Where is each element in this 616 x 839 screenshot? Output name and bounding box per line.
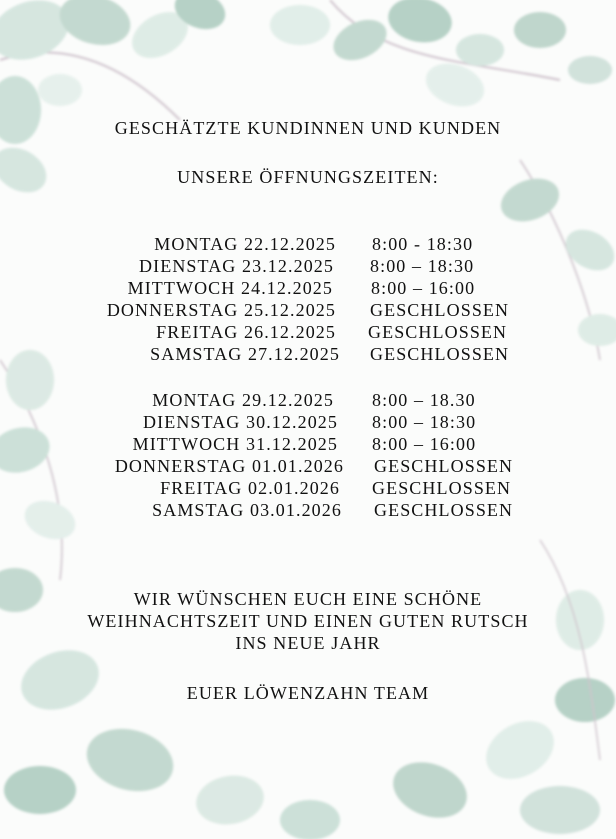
schedule-day: MONTAG 29.12.2025 bbox=[152, 390, 334, 410]
schedule-day: DIENSTAG 30.12.2025 bbox=[143, 412, 338, 432]
schedule-hours: GESCHLOSSEN bbox=[374, 456, 514, 476]
schedule-hours: 8:00 – 16:00 bbox=[372, 434, 477, 454]
schedule-hours: GESCHLOSSEN bbox=[372, 478, 512, 498]
wishes-line: WEIHNACHTSZEIT UND EINEN GUTEN RUTSCH bbox=[87, 611, 529, 631]
schedule-day: DIENSTAG 23.12.2025 bbox=[139, 256, 334, 276]
schedule-day: SAMSTAG 03.01.2026 bbox=[152, 500, 342, 520]
schedule-hours: 8:00 – 16:00 bbox=[371, 278, 476, 298]
schedule-hours: 8:00 – 18.30 bbox=[372, 390, 476, 410]
schedule-hours: GESCHLOSSEN bbox=[370, 344, 510, 364]
wishes-line: WIR WÜNSCHEN EUCH EINE SCHÖNE bbox=[133, 589, 483, 609]
schedule-day: FREITAG 02.01.2026 bbox=[160, 478, 340, 498]
schedule-day: MITTWOCH 31.12.2025 bbox=[132, 434, 338, 454]
schedule-day: MITTWOCH 24.12.2025 bbox=[127, 278, 333, 298]
schedule-day: DONNERSTAG 25.12.2025 bbox=[106, 300, 336, 320]
greeting-heading: GESCHÄTZTE KUNDINNEN UND KUNDEN bbox=[114, 118, 502, 138]
schedule-day: DONNERSTAG 01.01.2026 bbox=[114, 456, 344, 476]
team-signature: EUER LÖWENZAHN TEAM bbox=[186, 683, 430, 703]
schedule-hours: GESCHLOSSEN bbox=[370, 300, 510, 320]
schedule-hours: GESCHLOSSEN bbox=[374, 500, 514, 520]
schedule-day: FREITAG 26.12.2025 bbox=[156, 322, 336, 342]
schedule-day: MONTAG 22.12.2025 bbox=[154, 234, 336, 254]
schedule-day: SAMSTAG 27.12.2025 bbox=[150, 344, 340, 364]
schedule-hours: GESCHLOSSEN bbox=[368, 322, 508, 342]
schedule-hours: 8:00 - 18:30 bbox=[372, 234, 474, 254]
wishes-line: INS NEUE JAHR bbox=[235, 633, 381, 653]
schedule-hours: 8:00 – 18:30 bbox=[372, 412, 477, 432]
opening-hours-subtitle: UNSERE ÖFFNUNGSZEITEN: bbox=[177, 167, 439, 187]
schedule-hours: 8:00 – 18:30 bbox=[370, 256, 475, 276]
